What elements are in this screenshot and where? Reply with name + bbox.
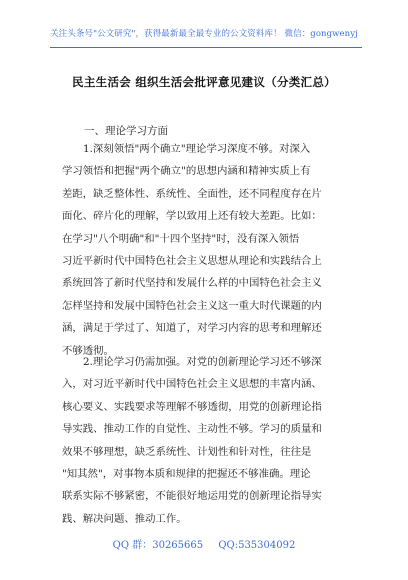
- paragraph-line: 涵，满足于学过了、知道了，对学习内容的思考和理解还: [62, 322, 322, 335]
- paragraph-line: 学习领悟和把握"两个确立"的思想内涵和精神实质上有: [62, 165, 311, 178]
- paragraph-line: "知其然"，对事物本质和规律的把握还不够准确。理论: [62, 467, 311, 480]
- paragraph-line: 在学习"八个明确"和"十四个坚持"时，没有深入领悟: [62, 232, 300, 245]
- paragraph-line: 践、解决问题、推动工作。: [62, 512, 187, 525]
- paragraph-line: 面化、碎片化的理解，学以致用上还有较大差距。比如：: [62, 210, 322, 223]
- paragraph-line: 1.深刻领悟"两个确立"理论学习深度不够。对深入: [83, 143, 311, 155]
- paragraph-line: 效果不够理想，缺乏系统性、计划性和针对性，往往是: [62, 445, 312, 458]
- header-notice: 关注头条号"公文研究"，获得最新最全最专业的公文资料库！ 微信：gongwenyj: [50, 29, 358, 39]
- paragraph-1: [62, 138, 354, 362]
- qq-group-number: QQ 群：30265665: [112, 540, 204, 551]
- paragraph-line: 入，对习近平新时代中国特色社会主义思想的丰富内涵、: [62, 378, 322, 391]
- paragraph-2: [62, 351, 354, 530]
- paragraph-line: 习近平新时代中国特色社会主义思想从理论和实践结合上: [62, 254, 322, 267]
- qq-number: QQ:535304092: [218, 540, 296, 551]
- header-divider: [50, 47, 362, 48]
- paragraph-line: 系统回答了新时代坚持和发展什么样的中国特色社会主义: [62, 277, 322, 290]
- paragraph-line: 怎样坚持和发展中国特色社会主义这一重大时代课题的内: [62, 299, 322, 312]
- document-title: 民主生活会 组织生活会批评意见建议（分类汇总）: [72, 75, 336, 89]
- paragraph-line: 不够透彻。: [62, 344, 114, 357]
- section-heading: 一、理论学习方面: [84, 125, 168, 137]
- paragraph-line: 核心要义、实践要求等理解不够透彻，用党的创新理论指: [62, 400, 322, 413]
- footer-contact: [0, 536, 408, 551]
- paragraph-line: 联系实际不够紧密，不能很好地运用党的创新理论指导实: [62, 490, 322, 503]
- paragraph-line: 导实践、推动工作的自觉性、主动性不够。学习的质量和: [62, 423, 322, 436]
- paragraph-line: 2.理论学习仍需加强。对党的创新理论学习还不够深: [83, 356, 322, 368]
- paragraph-line: 差距，缺乏整体性、系统性、全面性，还不同程度存在片: [62, 187, 322, 200]
